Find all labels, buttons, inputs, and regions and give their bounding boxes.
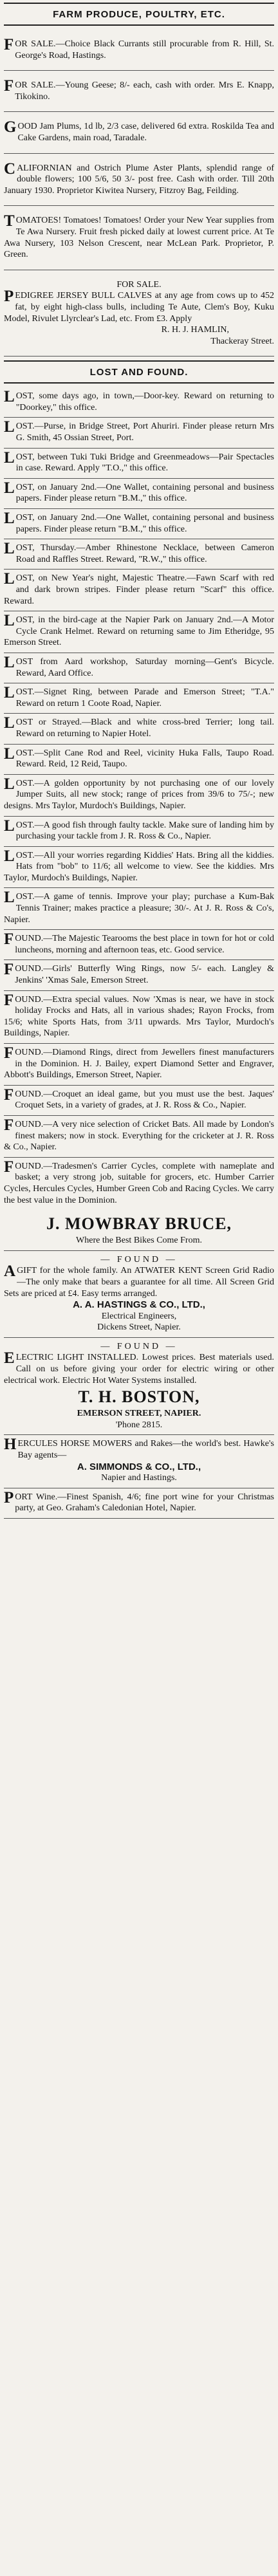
drop-letter: L	[4, 479, 15, 497]
ad-text: OUND.—Diamond Rings, direct from Jewellers finest manufacturers in the Dominion. H. J. Bailey, expert Diamond Setter and Engraver, Abbott's Buildings, Emerson Street, Napier.	[4, 1048, 274, 1080]
drop-letter: L	[4, 388, 15, 406]
drop-letter: F	[4, 77, 14, 95]
ad-text: OST.—A good fish through faulty tackle. Make sure of landing him by purchasing your tackle from J. R. Ross & Co., Napier.	[15, 820, 274, 842]
drop-letter: A	[4, 1263, 16, 1281]
lost-ad	[4, 387, 274, 418]
ad-text: GIFT for the whole family. An ATWATER KENT Screen Grid Radio—The only make that bears a guarantee for all time. All Screen Grid Sets are priced at £4. Easy terms arranged.	[4, 1266, 274, 1299]
drop-letter: P	[4, 288, 14, 306]
lost-ad	[4, 539, 274, 570]
found-ad	[4, 991, 274, 1044]
drop-letter: C	[4, 160, 16, 178]
boston-phone: 'Phone 2815.	[115, 1420, 163, 1430]
lost-ad	[4, 570, 274, 611]
ad-text: OST.—All your worries regarding Kiddies' Hats. Bring all the kiddies. Hats from "bob" to 11/6; all welcome to view. See the kiddies. Mrs Taylor, Murdoch's Buildings, Napier.	[4, 850, 274, 883]
ad-text: OST, between Tuki Tuki Bridge and Greenmeadows—Pair Spectacles in case. Reward. Apply "T.O.," this office.	[15, 452, 274, 474]
lost-ad	[4, 775, 274, 817]
atwater-address: Dickens Street, Napier.	[97, 1322, 181, 1333]
ad-text: OST, some days ago, in town,—Door-key. Reward on returning to "Doorkey," this office.	[15, 391, 274, 412]
ad-text: OST.—A golden opportunity by not purchasing one of our lovely Jumper Suits, all new stock; range of prices from 39/6 to 75/-; new designs. Mrs Taylor, Murdoch's Buildings, Napier.	[4, 778, 274, 811]
drop-letter: F	[4, 1116, 14, 1134]
ad-text: OUND.—Croquet an ideal game, but you must use the best. Jaques' Croquet Sets, in a variety of grades, at J. R. Ross & Co., Napier.	[15, 1089, 274, 1111]
drop-letter: L	[4, 714, 15, 732]
found-ad	[4, 1086, 274, 1116]
found-ad	[4, 960, 274, 990]
ad-text: OST, on January 2nd.—One Wallet, containing personal and business papers. Finder please return "B.M.," this office.	[15, 513, 274, 534]
signature-name: R. H. J. HAMLIN,	[161, 325, 229, 335]
lost-ad	[4, 847, 274, 889]
found-ad	[4, 1044, 274, 1086]
jersey-title: FOR SALE.	[116, 279, 162, 290]
ad-text: OST.—Purse, in Bridge Street, Port Ahuriri. Finder please return Mrs G. Smith, 45 Ossian Street, Port.	[15, 422, 274, 443]
drop-letter: L	[4, 775, 15, 793]
mowbray-tagline: Where the Best Bikes Come From.	[76, 1236, 202, 1246]
lost-ads	[4, 387, 274, 930]
farm-produce-heading: FARM PRODUCE, POULTRY, ETC.	[4, 3, 274, 26]
drop-letter: T	[4, 212, 15, 230]
farm-ad	[4, 71, 274, 112]
ad-text: ALIFORNIAN and Ostrich Plume Aster Plants, splendid range of double flowers; 100 5/6, 50 3/- post free. Cash with order. Till 20th January 1930. Proprietor Kiwitea Nursery, Fitzroy Bag, Feilding.	[4, 163, 274, 196]
lost-ad	[4, 683, 274, 714]
hercules-mowers-ad	[4, 1435, 274, 1488]
lost-ad	[4, 888, 274, 930]
found-ads	[4, 930, 274, 1210]
found-heading: — FOUND —	[100, 1341, 178, 1351]
lost-ad	[4, 653, 274, 683]
ad-text: OMATOES! Tomatoes! Tomatoes! Order your New Year supplies from Te Awa Nursery. Fruit fresh picked daily at lowest current price. At Te Awa Nursery, 103 Nelson Crescent, near McLean Park. Proprietor, P. Green.	[4, 216, 274, 260]
atwater-subtitle: Electrical Engineers,	[101, 1311, 177, 1321]
drop-letter: F	[4, 931, 14, 949]
ad-text: OST, in the bird-cage at the Napier Park on January 2nd.—A Motor Cycle Crank Helmet. Reward on returning same to Jim Etheridge, 95 Emerson Street.	[4, 615, 274, 648]
ad-text: OST.—Signet Ring, between Parade and Emerson Street; "T.A." Reward on return 1 Coote Road, Napier.	[15, 687, 274, 709]
lost-ad	[4, 745, 274, 775]
jersey-bull-ad	[4, 270, 274, 357]
electric-light-ad	[4, 1338, 274, 1436]
drop-letter: L	[4, 745, 15, 763]
ad-text: OR SALE.—Young Geese; 8/- each, cash with order. Mrs E. Knapp, Tikokino.	[15, 80, 274, 102]
ad-text: OST, on January 2nd.—One Wallet, containing personal and business papers. Finder please return "B.M.," this office.	[15, 482, 274, 504]
boston-brand: T. H. BOSTON,	[78, 1387, 200, 1407]
drop-letter: F	[4, 961, 14, 979]
found-ad	[4, 1158, 274, 1210]
mowbray-bruce-ad	[4, 1210, 274, 1251]
drop-letter: F	[4, 1158, 14, 1176]
simmonds-address: Napier and Hastings.	[101, 1473, 177, 1483]
drop-letter: L	[4, 510, 15, 528]
drop-letter: E	[4, 1349, 15, 1367]
lost-ad	[4, 714, 274, 744]
drop-letter: L	[4, 418, 15, 436]
ad-text: EDIGREE JERSEY BULL CALVES at any age from cows up to 452 fat, by eight high-class bulls, including Te Aute, Clem's Boy, Kuku Model, Rivulet Llyrclear's Lad, etc. From £3. Apply	[4, 291, 274, 324]
ad-text: OOD Jam Plums, 1d lb, 2/3 case, delivered 6d extra. Roskilda Tea and Cake Gardens, main road, Taradale.	[17, 122, 274, 143]
farm-ads	[4, 30, 274, 270]
drop-letter: L	[4, 540, 15, 558]
ad-text: OST or Strayed.—Black and white cross-bred Terrier; long tail. Reward on returning to Napier Hotel.	[15, 718, 274, 739]
lost-ad	[4, 611, 274, 653]
port-wine-ad	[4, 1488, 274, 1519]
atwater-ad	[4, 1251, 274, 1338]
lost-ad	[4, 509, 274, 539]
found-ad	[4, 1116, 274, 1158]
ad-text: OST from Aard workshop, Saturday morning—Gent's Bicycle. Reward, Aard Office.	[15, 656, 274, 678]
ad-text: OST, on New Year's night, Majestic Theatre.—Fawn Scarf with red and dark brown stripes. Finder please return "Scarf" this office. Reward.	[4, 573, 274, 606]
drop-letter: F	[4, 1044, 14, 1062]
lost-ad	[4, 479, 274, 509]
ad-text: OUND.—Girls' Butterfly Wing Rings, now 5/- each. Langley & Jenkins' 'Xmas Sale, Emerson Street.	[15, 964, 274, 986]
drop-letter: F	[4, 36, 14, 53]
ad-text: OST, Thursday.—Amber Rhinestone Necklace, between Cameron Road and Raffles Street. Reward, "R.W.," this office.	[15, 543, 274, 564]
drop-letter: F	[4, 1086, 14, 1104]
found-ad	[4, 930, 274, 960]
ad-text: OUND.—Extra special values. Now 'Xmas is near, we have in stock holiday Frocks and Hats, all in various shades; Rayon Frocks, from 15/6; white Sports Hats, from 3/11 upwards. Mrs Taylor, Murdoch's Buildings, Napier.	[4, 994, 274, 1039]
drop-letter: L	[4, 817, 15, 835]
boston-address: EMERSON STREET, NAPIER.	[77, 1409, 201, 1419]
drop-letter: L	[4, 653, 15, 671]
ad-text: OR SALE.—Choice Black Currants still procurable from R. Hill, St. George's Road, Hastings.	[15, 39, 274, 60]
ad-text: OST.—Split Cane Rod and Reel, vicinity Huka Falls, Taupo Road. Reward. Reid, 12 Reid, Taupo.	[15, 748, 274, 770]
drop-letter: F	[4, 991, 14, 1009]
drop-letter: G	[4, 118, 17, 136]
ad-text: LECTRIC LIGHT INSTALLED. Lowest prices. Best materials used. Call on us before giving your order for electric wiring or other electrical work. Electric Hot Water Systems installed.	[4, 1353, 274, 1385]
signature-address: Thackeray Street.	[210, 336, 274, 346]
found-heading: — FOUND —	[100, 1254, 178, 1265]
atwater-company: A. A. HASTINGS & CO., LTD.,	[73, 1299, 205, 1311]
drop-letter: L	[4, 449, 15, 467]
drop-letter: P	[4, 1488, 14, 1506]
ad-text: OUND.—Tradesmen's Carrier Cycles, complete with nameplate and basket; a very strong job, suitable for grocers, etc. Humber Carrier Cycles, Hercules Cycles, Humber Green Cob and Racing Cycles. We carry the best value in the Dominion.	[4, 1161, 274, 1205]
farm-ad	[4, 154, 274, 207]
drop-letter: L	[4, 847, 15, 865]
lost-ad	[4, 449, 274, 479]
farm-ad	[4, 30, 274, 71]
mowbray-brand: J. MOWBRAY BRUCE,	[46, 1214, 232, 1234]
lost-found-heading: LOST AND FOUND.	[4, 360, 274, 384]
drop-letter: L	[4, 612, 15, 630]
drop-letter: L	[4, 570, 15, 588]
drop-letter: H	[4, 1436, 17, 1454]
ad-text: ERCULES HORSE MOWERS and Rakes—the world's best. Hawke's Bay agents—	[17, 1439, 274, 1461]
ad-text: OUND.—The Majestic Tearooms the best place in town for hot or cold luncheons, morning and afternoon teas, etc. Good service.	[15, 934, 274, 955]
ad-text: OUND.—A very nice selection of Cricket Bats. All made by London's finest makers; now in stock. Everything for the cricketer at J. R. Ross & Co., Napier.	[4, 1119, 274, 1153]
simmonds-company: A. SIMMONDS & CO., LTD.,	[77, 1461, 201, 1472]
drop-letter: L	[4, 889, 15, 907]
farm-ad	[4, 206, 274, 270]
ad-text: OST.—A game of tennis. Improve your play; purchase a Kum-Bak Tennis Trainer; makes practice a pleasure; 30/-. At J. R. Ross & Co's, Napier.	[4, 892, 274, 925]
ad-text: ORT Wine.—Finest Spanish, 4/6; fine port wine for your Christmas party, at Geo. Graham's Caledonian Hotel, Napier.	[15, 1492, 274, 1514]
lost-ad	[4, 817, 274, 847]
farm-ad	[4, 112, 274, 153]
lost-ad	[4, 418, 274, 448]
drop-letter: L	[4, 684, 15, 702]
